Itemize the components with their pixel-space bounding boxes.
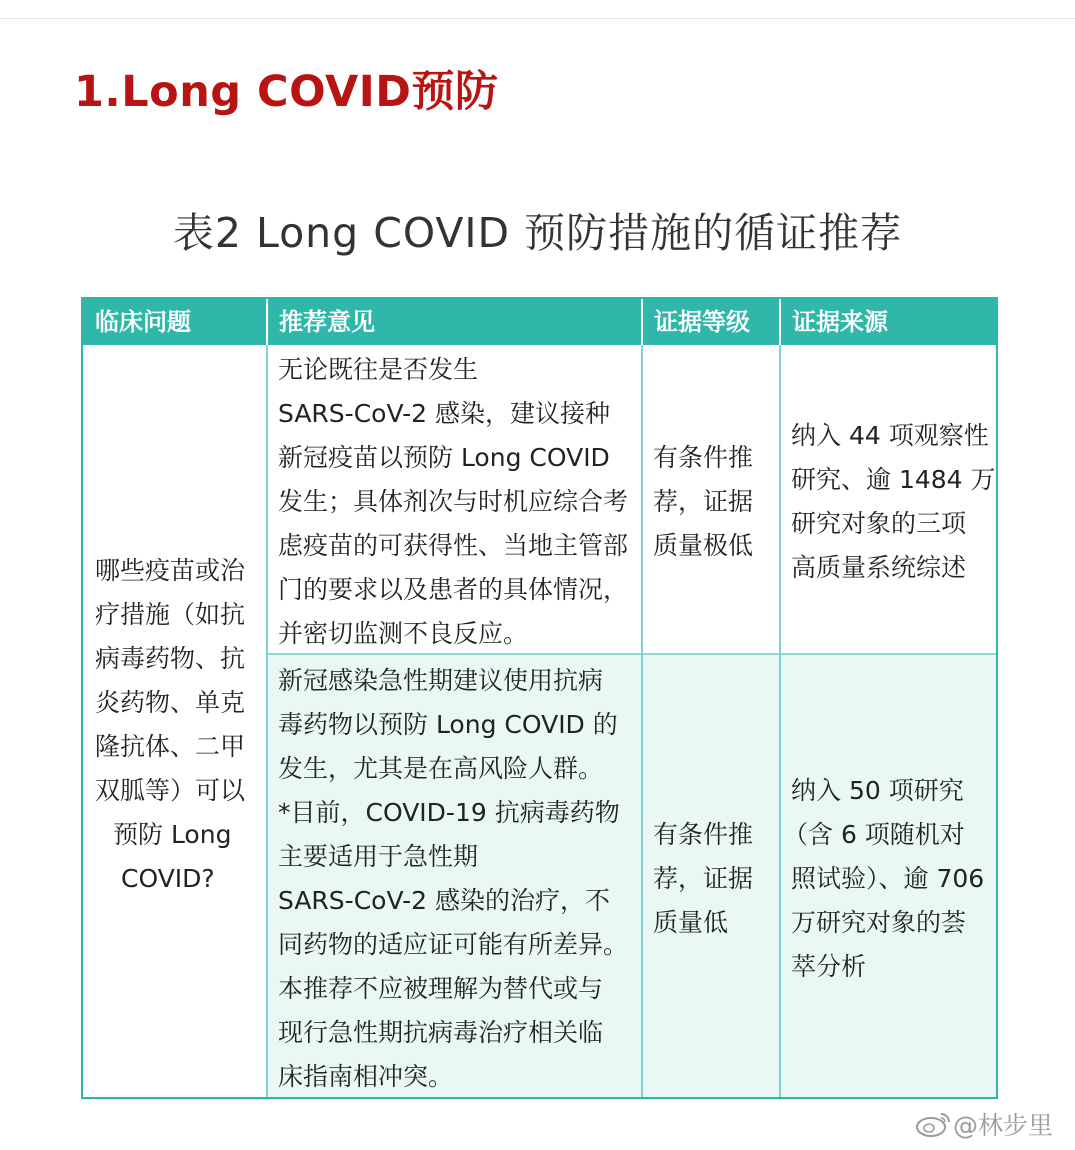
column-divider [641, 345, 643, 1097]
top-divider [0, 18, 1075, 19]
clinical-question-cell: 哪些疫苗或治 疗措施（如抗 病毒药物、抗 炎药物、单克 隆抗体、二甲 双胍等）可以 预防 Long COVID? [95, 556, 246, 893]
header-clinical-question: 临床问题 [83, 299, 267, 345]
weibo-icon [915, 1110, 951, 1144]
column-divider [641, 299, 643, 345]
column-divider [779, 345, 781, 1097]
recommendation-cell-2: 新冠感染急性期建议使用抗病 毒药物以预防 Long COVID 的 发生，尤其是在高风险人群。 *目前，COVID-19 抗病毒药物 主要适用于急性期 SARS-CoV-2 感染的治疗，不 同药物的适应证可能有所差异。 本推荐不应被理解为替代或与 现行急性期抗病毒治疗相关临 床指南相冲突。 [278, 666, 629, 1091]
column-divider [779, 299, 781, 345]
section-heading: 1.Long COVID预防 [74, 67, 499, 117]
table-caption: 表2 Long COVID 预防措施的循证推荐 [172, 209, 903, 257]
evidence-level-cell-1: 有条件推 荐，证据 质量极低 [653, 443, 754, 560]
evidence-source-cell-2: 纳入 50 项研究 （含 6 项随机对 照试验）、逾 706 万研究对象的荟 萃分析 [783, 776, 985, 981]
evidence-table [81, 297, 998, 1099]
column-divider [266, 299, 268, 345]
recommendation-cell-1: 无论既往是否发生 SARS-CoV-2 感染，建议接种 新冠疫苗以预防 Long COVID 发生；具体剂次与时机应综合考 虑疫苗的可获得性、当地主管部 门的要求以及患者的具体情况， 并密切监测不良反应。 [278, 355, 629, 648]
evidence-level-cell-2: 有条件推 荐，证据 质量低 [653, 820, 754, 937]
evidence-source-cell-1: 纳入 44 项观察性 研究、逾 1484 万 研究对象的三项 高质量系统综述 [791, 421, 996, 582]
watermark-text: @林步里 [953, 1111, 1054, 1140]
column-divider [266, 345, 268, 1097]
header-evidence-level: 证据等级 [642, 299, 780, 345]
header-recommendation: 推荐意见 [267, 299, 642, 345]
header-evidence-source: 证据来源 [780, 299, 996, 345]
weibo-watermark [915, 1106, 1053, 1144]
